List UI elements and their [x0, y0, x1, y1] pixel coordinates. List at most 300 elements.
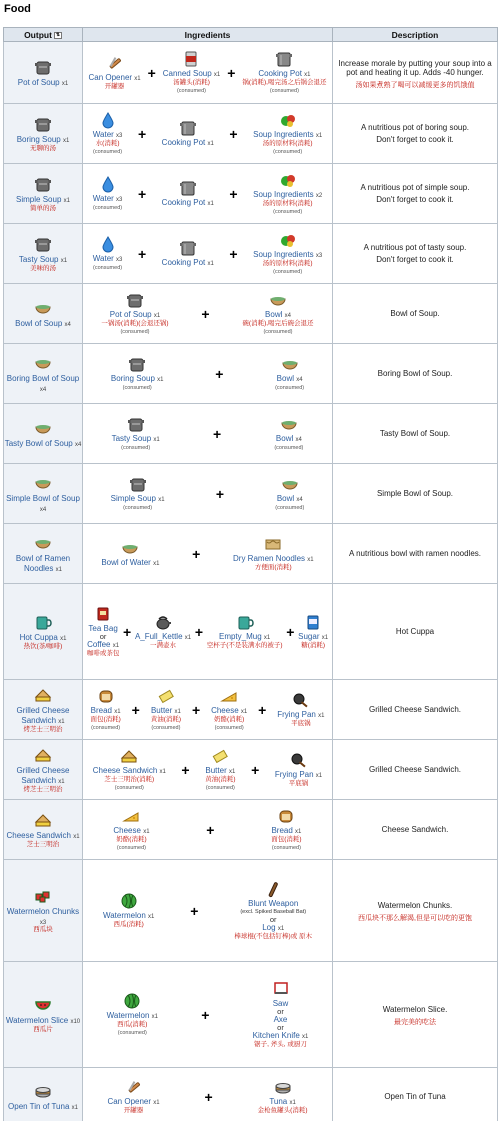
- ingredients-cell: [83, 524, 333, 584]
- ingredient-link[interactable]: Butter: [150, 706, 173, 716]
- ingredient-item: [253, 111, 322, 156]
- table-row: [4, 284, 498, 344]
- plus-sign: +: [123, 623, 132, 640]
- ingredient-cn-label: 西瓜(消耗): [117, 1021, 148, 1029]
- plus-sign: +: [137, 185, 147, 202]
- description-cell: [333, 224, 498, 284]
- ingredient-item: [107, 1078, 159, 1115]
- ingredient-qty: x3: [315, 253, 323, 260]
- output-link[interactable]: Grilled Cheese Sandwich: [16, 705, 70, 725]
- plus-sign: +: [229, 245, 238, 262]
- output-cn-label: 西瓜片: [33, 1025, 53, 1033]
- table-row: [4, 860, 498, 962]
- bat-icon: [264, 880, 282, 898]
- can-opener-icon: [125, 1078, 143, 1096]
- pot-of-soup-icon: [129, 475, 147, 493]
- consumed-label: (consumed): [273, 208, 303, 215]
- output-cell: [4, 284, 83, 344]
- or-label: or: [277, 1007, 284, 1017]
- description-cell: [333, 404, 498, 464]
- output-link[interactable]: Simple Soup: [16, 194, 62, 204]
- ingredient-link[interactable]: Can Opener: [88, 73, 133, 83]
- ingredient-cn-label: 汤的原材料(消耗): [262, 200, 313, 208]
- ingredient-item: [234, 880, 312, 941]
- description-cn-text: 最完美的吃法: [394, 1019, 436, 1026]
- description-text: Cheese Sandwich.: [381, 825, 449, 834]
- ingredient-qty: x1: [302, 1034, 309, 1041]
- description-text: Don't forget to cook it.: [376, 255, 454, 264]
- ingredient-cn-label: 汤的原材料(消耗): [262, 140, 313, 148]
- frying-pan-icon: [290, 751, 308, 769]
- plus-sign: +: [137, 245, 147, 262]
- ingredient-item: [163, 50, 221, 95]
- veggies-icon: [279, 171, 297, 189]
- ingredient-link[interactable]: Butter: [205, 766, 227, 776]
- consumed-label: (consumed): [120, 328, 150, 335]
- pot-of-soup-icon: [34, 58, 52, 76]
- table-row: [4, 740, 498, 800]
- description-text: Hot Cuppa: [395, 627, 435, 636]
- output-qty: x10: [70, 1018, 81, 1025]
- output-cn-label: 热饮(茶/咖啡): [23, 642, 63, 650]
- ingredient-link[interactable]: Bowl: [276, 494, 295, 503]
- ingredient-cn-label: 空杯子(不是装满水的被子): [206, 642, 283, 650]
- ingredient-qty: x1: [207, 201, 214, 207]
- output-qty: x4: [64, 321, 71, 328]
- plus-sign: +: [131, 701, 140, 718]
- ingredient-link[interactable]: Kitchen Knife: [252, 1031, 300, 1041]
- cooking-pot-icon: [179, 119, 197, 137]
- output-qty: x1: [71, 1104, 78, 1111]
- ingredient-link[interactable]: Canned Soup: [162, 69, 212, 79]
- ingredient-link[interactable]: Bowl of Water: [101, 558, 151, 567]
- ingredient-qty: x1: [114, 709, 121, 716]
- output-cell: [4, 962, 83, 1068]
- output-cell: [4, 164, 83, 224]
- ingredient-item: [103, 892, 154, 929]
- ingredient-qty: x1: [174, 709, 181, 716]
- ingredient-item: [88, 54, 140, 91]
- consumed-label: (consumed): [271, 844, 301, 851]
- table-row: [4, 464, 498, 524]
- ingredient-qty: x1: [184, 635, 192, 642]
- description-cell: [333, 1068, 498, 1121]
- consumed-label: (consumed): [123, 505, 153, 511]
- ingredient-cn-label: 平底锅: [291, 720, 311, 728]
- ingredient-qty: x1: [153, 561, 160, 567]
- description-cell: [333, 962, 498, 1068]
- ingredient-cn-label: 碗(消耗),喝完后碗会退还: [242, 320, 314, 328]
- ingredient-qty: x4: [296, 377, 303, 383]
- consumed-label: (consumed): [214, 724, 244, 731]
- description-cell: [333, 344, 498, 404]
- output-cn-label: 烤芝士三明治: [23, 725, 63, 733]
- ingredient-cn-label: 水(消耗): [95, 140, 120, 148]
- output-link[interactable]: Watermelon Chunks: [6, 907, 80, 917]
- ingredient-item: [162, 119, 214, 148]
- output-qty: x1: [62, 137, 70, 144]
- ingredient-qty: x1: [153, 313, 161, 320]
- pot-of-soup-icon: [127, 415, 145, 433]
- description-cell: [333, 464, 498, 524]
- output-link[interactable]: Bowl of Soup: [15, 318, 63, 328]
- plus-sign: +: [215, 485, 225, 502]
- description-cn-text: 西瓜块不那么解渴,但是可以吃的更饱: [358, 915, 472, 922]
- ingredients-cell: [83, 1068, 333, 1121]
- plus-sign: +: [212, 425, 222, 442]
- ingredient-link[interactable]: Dry Ramen Noodles: [233, 554, 306, 564]
- table-row: [4, 584, 498, 680]
- kettle-icon: [154, 613, 172, 631]
- ingredient-qty: x1: [153, 1100, 160, 1107]
- description-text: Don't forget to cook it.: [376, 135, 454, 144]
- ingredient-item: [211, 687, 247, 732]
- ingredient-cn-label: 棒球棍(不包括钉棒)或 原木: [234, 933, 313, 941]
- output-link[interactable]: Pot of Soup: [17, 77, 60, 87]
- plus-sign: +: [286, 623, 295, 640]
- ingredient-link[interactable]: Bread: [90, 706, 112, 716]
- ingredient-cn-label: 面包(消耗): [271, 836, 302, 844]
- ingredients-cell: [83, 42, 333, 104]
- table-row: [4, 1068, 498, 1121]
- output-qty: x4: [39, 507, 47, 513]
- ingredient-cn-label: 开罐器: [104, 83, 125, 91]
- ingredient-link[interactable]: Cheese: [113, 826, 141, 836]
- output-cell: [4, 344, 83, 404]
- watermelon-slice-icon: [34, 996, 52, 1014]
- ingredient-link[interactable]: Can Opener: [107, 1097, 152, 1107]
- output-link[interactable]: Boring Soup: [16, 134, 61, 144]
- output-link[interactable]: Tasty Bowl of Soup: [4, 438, 73, 448]
- ingredients-cell: [83, 800, 333, 860]
- ingredient-link[interactable]: Empty_Mug: [218, 632, 262, 642]
- bowl-icon: [34, 474, 52, 492]
- ingredient-link[interactable]: Bowl: [265, 310, 283, 320]
- mug-icon: [236, 613, 254, 631]
- ingredients-cell: [83, 680, 333, 740]
- description-text: Bowl of Soup.: [390, 309, 440, 318]
- plus-sign: +: [227, 64, 236, 81]
- output-cell: [4, 584, 83, 680]
- ingredient-item: [93, 111, 123, 156]
- ingredient-link[interactable]: Water: [92, 130, 114, 140]
- bowl-icon: [34, 354, 52, 372]
- output-link[interactable]: Simple Bowl of Soup: [6, 494, 80, 503]
- ingredient-item: [107, 992, 158, 1037]
- sort-icon[interactable]: ⇅: [55, 31, 61, 38]
- ingredient-item: [93, 235, 123, 272]
- ingredient-qty: x1: [315, 133, 323, 140]
- output-qty: x1: [58, 778, 65, 785]
- description-text: A nutritious pot of simple soup.: [360, 183, 470, 192]
- output-qty: x1: [55, 566, 62, 573]
- output-link[interactable]: Boring Bowl of Soup: [6, 374, 80, 383]
- ingredient-link[interactable]: Water: [92, 194, 114, 203]
- pot-of-soup-icon: [34, 175, 52, 193]
- cheese-icon: [220, 687, 238, 705]
- bowl-icon: [121, 539, 139, 557]
- description-text: A nutritious pot of boring soup.: [360, 123, 470, 132]
- ingredient-link[interactable]: Saw: [272, 999, 289, 1009]
- canned-soup-icon: [182, 50, 200, 68]
- food-recipes-table: [3, 27, 498, 1121]
- consumed-label: (consumed): [273, 148, 303, 155]
- plus-sign: +: [194, 623, 203, 640]
- ingredient-item: [233, 535, 314, 572]
- plus-sign: +: [191, 701, 201, 718]
- ingredient-qty: x1: [318, 713, 325, 720]
- output-cell: [4, 860, 83, 962]
- ingredients-cell: [83, 464, 333, 524]
- ingredient-note: (excl. Spiked Baseball Bat): [240, 909, 307, 916]
- sandwich-icon: [120, 747, 138, 765]
- ingredient-link[interactable]: Tuna: [269, 1097, 288, 1107]
- sandwich-icon: [34, 811, 52, 829]
- output-link[interactable]: Open Tin of Tuna: [8, 1101, 70, 1111]
- bowl-icon: [34, 419, 52, 437]
- pot-of-soup-icon: [126, 291, 144, 309]
- description-cn-text: 汤如果煮熟了喝可以减缓更多的饥饿值: [355, 81, 475, 89]
- cooking-pot-icon: [179, 239, 197, 257]
- ingredient-cn-label: 黄油(消耗): [150, 716, 182, 724]
- plus-sign: +: [201, 1006, 210, 1023]
- ingredients-cell: [83, 740, 333, 800]
- ingredient-cn-label: 奶酪(消耗): [213, 716, 245, 724]
- table-row: [4, 42, 498, 104]
- output-cell: [4, 224, 83, 284]
- ingredient-link[interactable]: A_Full_Kettle: [134, 632, 183, 642]
- pot-of-soup-icon: [128, 355, 146, 373]
- consumed-label: (consumed): [274, 445, 304, 451]
- ingredient-item: [253, 231, 322, 276]
- output-link[interactable]: Bowl of Ramen Noodles: [15, 553, 71, 573]
- frying-pan-icon: [292, 691, 310, 709]
- consumed-label: (consumed): [91, 724, 121, 731]
- ingredient-link[interactable]: Cheese: [211, 706, 239, 716]
- ingredient-item: [207, 613, 283, 650]
- or-label: or: [277, 1023, 284, 1033]
- ingredient-cn-label: 面包(消耗): [90, 716, 121, 724]
- ingredient-link[interactable]: Bowl: [275, 434, 294, 443]
- header-ingredients: Ingredients: [83, 28, 333, 42]
- header-output[interactable]: Output ⇅: [4, 28, 83, 42]
- output-cell: [4, 800, 83, 860]
- water-icon: [99, 235, 117, 253]
- ingredient-cn-label: 芝士三明治(消耗): [104, 776, 155, 784]
- plus-sign: +: [204, 1088, 213, 1105]
- ingredient-link[interactable]: Soup Ingredients: [253, 130, 314, 140]
- table-row: [4, 800, 498, 860]
- ingredient-cn-label: 锅(消耗),喝完汤之后锅会退还: [242, 79, 327, 87]
- consumed-label: (consumed): [275, 385, 305, 391]
- or-label: or: [99, 632, 107, 642]
- plus-sign: +: [229, 125, 238, 142]
- ingredient-link[interactable]: Cooking Pot: [161, 138, 206, 147]
- description-text: A nutritious pot of tasty soup.: [363, 243, 467, 252]
- tuna-icon: [34, 1082, 52, 1100]
- consumed-label: (consumed): [176, 87, 207, 94]
- or-label: or: [269, 915, 277, 925]
- sandwich-icon: [34, 746, 52, 764]
- ingredient-qty: x1: [112, 643, 120, 650]
- table-header-row: [4, 28, 498, 42]
- header-description: Description: [333, 28, 498, 42]
- ingredient-qty: x1: [240, 709, 248, 716]
- ingredient-qty: x1: [289, 1100, 296, 1107]
- ingredient-qty: x1: [295, 829, 302, 836]
- ingredient-qty: x1: [213, 72, 221, 79]
- description-text: Grilled Cheese Sandwich.: [368, 705, 462, 714]
- output-cn-label: 烤芝士三明治: [23, 785, 63, 793]
- description-cell: [333, 42, 498, 104]
- ingredient-item: [258, 1078, 308, 1115]
- ingredient-item: [242, 50, 326, 95]
- consumed-label: (consumed): [151, 724, 181, 731]
- output-qty: x1: [63, 197, 70, 204]
- description-text: Boring Bowl of Soup.: [377, 369, 453, 378]
- ingredient-link[interactable]: Log: [262, 923, 276, 933]
- bowl-icon: [280, 415, 298, 433]
- ingredient-link[interactable]: Coffee: [87, 640, 111, 650]
- ingredient-link[interactable]: Axe: [273, 1015, 288, 1025]
- description-cell: [333, 584, 498, 680]
- output-cell: [4, 680, 83, 740]
- description-cell: [333, 800, 498, 860]
- saw-icon: [272, 980, 290, 998]
- ingredient-link[interactable]: Watermelon: [102, 911, 146, 921]
- ingredient-item: [275, 475, 304, 512]
- ingredient-link[interactable]: Frying Pan: [274, 770, 314, 780]
- ingredient-qty: x1: [159, 769, 166, 776]
- plus-sign: +: [251, 761, 260, 778]
- ingredient-link[interactable]: Cooking Pot: [258, 69, 302, 79]
- butter-icon: [157, 687, 175, 705]
- ingredient-item: [151, 687, 181, 732]
- ingredient-link[interactable]: Tasty Soup: [111, 434, 152, 443]
- ingredient-link[interactable]: Frying Pan: [277, 710, 316, 720]
- ingredient-link[interactable]: Sugar: [298, 632, 320, 642]
- veggies-icon: [279, 111, 297, 129]
- ingredient-item: [93, 175, 123, 212]
- ingredient-qty: x4: [284, 313, 291, 320]
- tuna-icon: [274, 1078, 292, 1096]
- pot-of-soup-icon: [34, 235, 52, 253]
- ingredient-link[interactable]: Cooking Pot: [161, 198, 206, 207]
- ingredient-link[interactable]: Cheese Sandwich: [92, 766, 158, 776]
- ingredients-cell: [83, 224, 333, 284]
- ingredients-cell: [83, 584, 333, 680]
- ingredient-cn-label: 汤罐头(消耗): [173, 79, 210, 87]
- output-cell: [4, 740, 83, 800]
- ingredient-item: [87, 605, 120, 658]
- output-link[interactable]: Hot Cuppa: [19, 632, 58, 642]
- table-row: [4, 404, 498, 464]
- ingredient-link[interactable]: Tea Bag: [88, 624, 118, 634]
- ingredient-item: [93, 747, 166, 792]
- output-link[interactable]: Cheese Sandwich: [6, 830, 71, 840]
- ingredient-qty: x4: [296, 497, 303, 503]
- output-cell: [4, 524, 83, 584]
- consumed-label: (consumed): [117, 1029, 147, 1036]
- cooking-pot-icon: [179, 179, 197, 197]
- ingredient-item: [135, 613, 191, 650]
- ingredient-item: [253, 980, 309, 1049]
- ingredient-link[interactable]: Soup Ingredients: [253, 250, 314, 260]
- bowl-icon: [34, 534, 52, 552]
- ingredient-qty: x1: [304, 72, 311, 79]
- description-cell: [333, 860, 498, 962]
- output-cn-label: 芝士三明治: [26, 840, 60, 848]
- description-cell: [333, 740, 498, 800]
- output-qty: x1: [58, 718, 65, 725]
- ingredient-item: [253, 171, 322, 216]
- ingredient-link[interactable]: Watermelon: [106, 1011, 150, 1021]
- output-cell: [4, 464, 83, 524]
- ingredient-qty: x1: [153, 437, 160, 443]
- ingredient-item: [242, 291, 313, 336]
- description-text: Open Tin of Tuna: [384, 1092, 446, 1101]
- ingredient-link[interactable]: Bread: [271, 826, 293, 836]
- output-cell: [4, 42, 83, 104]
- consumed-label: (consumed): [205, 784, 235, 791]
- ingredient-cn-label: 黄油(消耗): [205, 776, 236, 784]
- water-icon: [99, 111, 117, 129]
- ingredient-qty: x1: [307, 557, 314, 564]
- ingredient-cn-label: 奶酪(消耗): [116, 836, 147, 844]
- ingredient-item: [298, 613, 328, 650]
- output-cn-label: 美味的汤: [30, 264, 56, 272]
- ingredients-cell: [83, 284, 333, 344]
- ingredient-link[interactable]: Pot of Soup: [109, 310, 152, 320]
- ingredient-link[interactable]: Cooking Pot: [161, 258, 206, 267]
- ingredients-cell: [83, 404, 333, 464]
- description-text: Tasty Bowl of Soup.: [379, 429, 451, 438]
- ingredient-link[interactable]: Water: [92, 254, 114, 263]
- ingredient-qty: x1: [158, 497, 165, 503]
- veggies-icon: [279, 231, 297, 249]
- ingredient-link[interactable]: Bowl: [276, 374, 294, 383]
- ingredient-link[interactable]: Simple Soup: [110, 494, 156, 503]
- ingredients-cell: [83, 962, 333, 1068]
- output-link[interactable]: Watermelon Slice: [5, 1015, 69, 1025]
- output-link[interactable]: Tasty Soup: [18, 254, 59, 264]
- consumed-label: (consumed): [269, 87, 299, 94]
- ingredient-qty: x1: [315, 773, 323, 780]
- output-link[interactable]: Grilled Cheese Sandwich: [16, 765, 70, 785]
- description-cell: [333, 284, 498, 344]
- bread-icon: [97, 687, 115, 705]
- pot-of-soup-icon: [34, 115, 52, 133]
- ingredient-qty: x1: [263, 635, 271, 642]
- ingredient-item: [101, 539, 159, 568]
- ingredient-link[interactable]: Blunt Weapon: [248, 899, 299, 909]
- ingredient-cn-label: 锯子, 斧头, 或厨刀: [254, 1041, 307, 1049]
- ingredient-item: [205, 747, 235, 792]
- watermelon-icon: [120, 892, 138, 910]
- section-title: Food: [4, 3, 31, 15]
- bowl-icon: [34, 299, 52, 317]
- ingredient-qty: x4: [295, 437, 302, 443]
- ingredient-item: [113, 807, 149, 852]
- ingredient-qty: x2: [315, 193, 323, 200]
- ingredient-item: [90, 687, 120, 732]
- ingredient-cn-label: 开罐器: [123, 1107, 144, 1115]
- plus-sign: +: [181, 761, 190, 778]
- description-text: Watermelon Chunks.: [377, 901, 453, 910]
- ingredient-link[interactable]: Soup Ingredients: [253, 190, 314, 200]
- ingredient-link[interactable]: Boring Soup: [110, 374, 155, 383]
- description-cell: [333, 524, 498, 584]
